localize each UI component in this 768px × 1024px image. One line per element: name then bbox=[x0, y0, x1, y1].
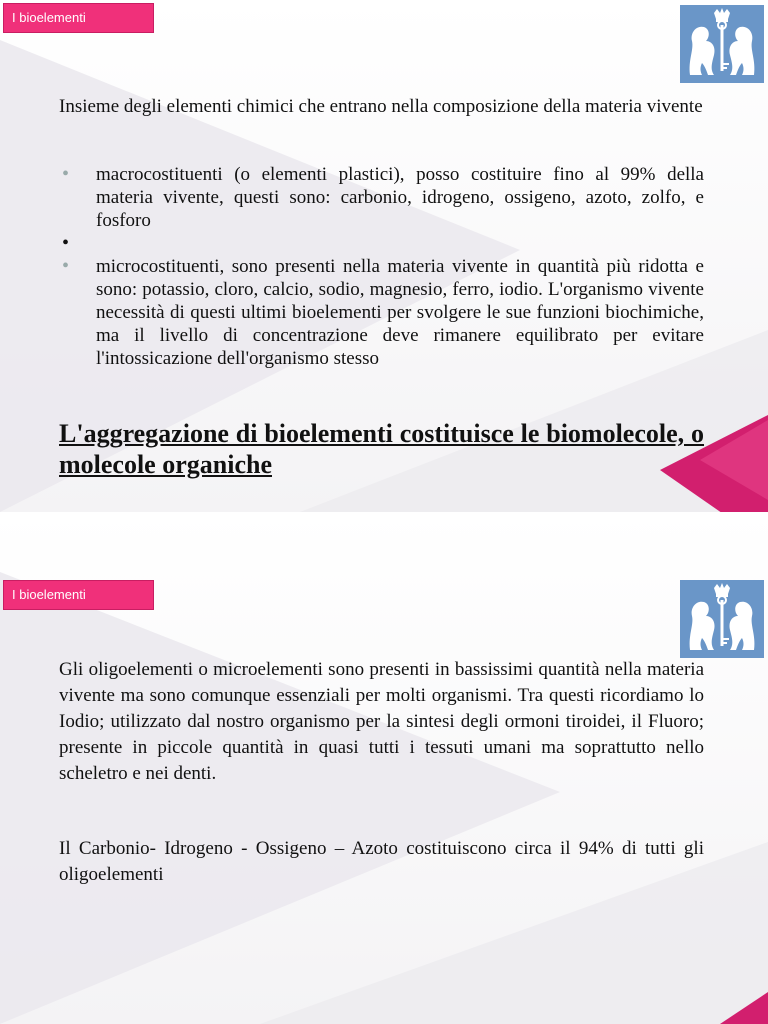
intro-text: Insieme degli elementi chimici che entrano nella composizione della materia vivente bbox=[59, 96, 703, 117]
percentage-paragraph: Il Carbonio- Idrogeno - Ossigeno – Azoto costituiscono circa il 94% di tutti gli oligoelementi bbox=[59, 838, 704, 885]
slide-2 bbox=[0, 512, 768, 1024]
bullet-text: macrocostituenti (o elementi plastici), posso costituire fino al 99% della materia vivente, questi sono: carbonio, idrogeno, ossigeno, azoto, zolfo, e fosforo bbox=[96, 164, 704, 231]
bullet-text: microcostituenti, sono presenti nella materia vivente in quantità più ridotta e sono: potassio, cloro, calcio, sodio, magnesio, ferro, iodio. L'organismo vivente necessità di questi ultimi bioelementi per svolgere le sue funzioni biochimiche, ma il livello di concentrazione deve rimanere equilibrato per evitare l'intossicazione dell'organismo stesso bbox=[96, 256, 704, 369]
section-tag: I bioelementi bbox=[3, 580, 154, 610]
list-item bbox=[59, 163, 704, 232]
list-item bbox=[59, 255, 704, 370]
oligoelements-paragraph: Gli oligoelementi o microelementi sono presenti in bassissimi quantità nella materia vivente ma sono comunque essenziali per molti organismi. Tra questi ricordiamo lo Iodio; utilizzato dal nostro organismo per la sintesi degli ormoni tiroidei, il Fluoro; presente in piccole quantità in quasi tutti i tessuti umani ma soprattutto nello scheletro e nei denti. bbox=[59, 659, 704, 784]
bullet-list bbox=[59, 163, 704, 370]
list-item bbox=[59, 232, 704, 255]
bullet-icon: • bbox=[62, 232, 70, 254]
coat-of-arms-lions-icon bbox=[680, 580, 764, 658]
bullet-icon: • bbox=[62, 255, 70, 277]
bullet-icon: • bbox=[62, 163, 70, 185]
section-tag: I bioelementi bbox=[3, 3, 154, 33]
coat-of-arms-lions-icon bbox=[680, 5, 764, 83]
slide-heading: L'aggregazione di bioelementi costituisce le biomolecole, o molecole organiche bbox=[59, 419, 704, 479]
